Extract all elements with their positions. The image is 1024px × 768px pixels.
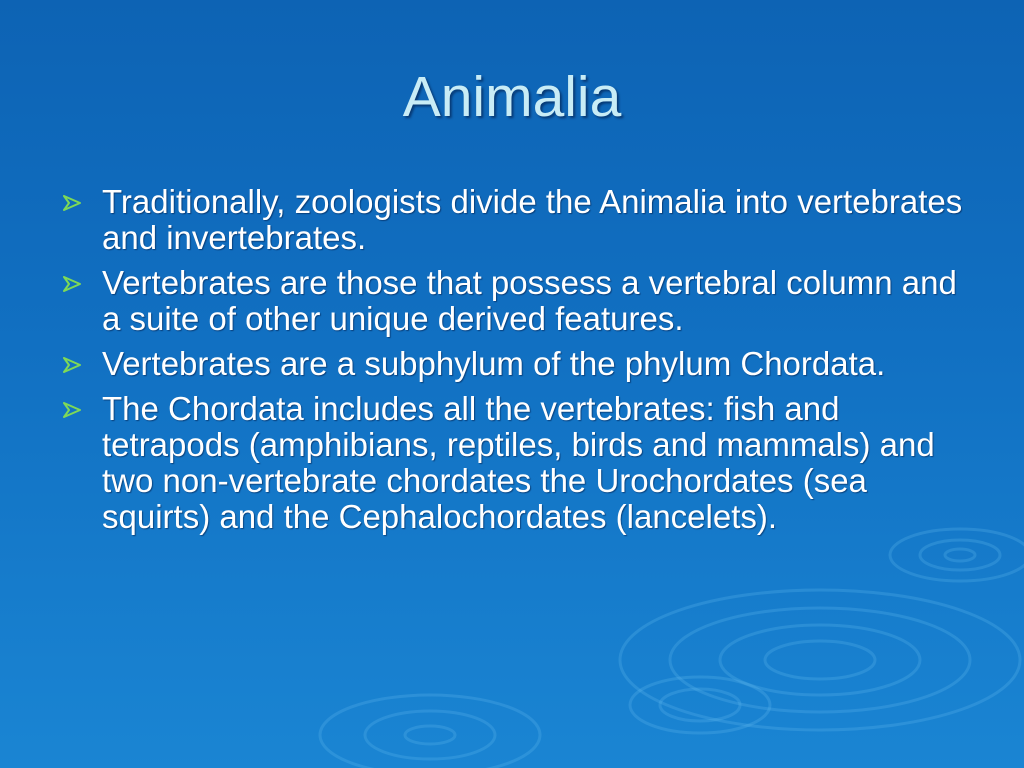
arrowhead-bullet-icon bbox=[62, 195, 82, 211]
bullet-item bbox=[62, 391, 982, 535]
bullet-item bbox=[62, 184, 982, 256]
bullet-text: Vertebrates are a subphylum of the phylum Chordata. bbox=[102, 345, 886, 382]
slide-title: Animalia bbox=[402, 65, 622, 129]
bullet-text: Traditionally, zoologists divide the Animalia into vertebrates and invertebrates. bbox=[102, 183, 963, 256]
bullet-list bbox=[62, 184, 982, 544]
bullet-item bbox=[62, 346, 982, 382]
arrowhead-bullet-icon bbox=[62, 402, 82, 418]
arrowhead-bullet-icon bbox=[62, 276, 82, 292]
arrowhead-bullet-icon bbox=[62, 357, 82, 373]
bullet-item bbox=[62, 265, 982, 337]
bullet-text: The Chordata includes all the vertebrates: fish and tetrapods (amphibians, reptiles, birds and mammals) and two non-vertebrate chordates the Urochordates (sea squirts) and the Cephalochordates (lancelets). bbox=[102, 390, 935, 535]
bullet-text: Vertebrates are those that possess a vertebral column and a suite of other unique derived features. bbox=[102, 264, 957, 337]
